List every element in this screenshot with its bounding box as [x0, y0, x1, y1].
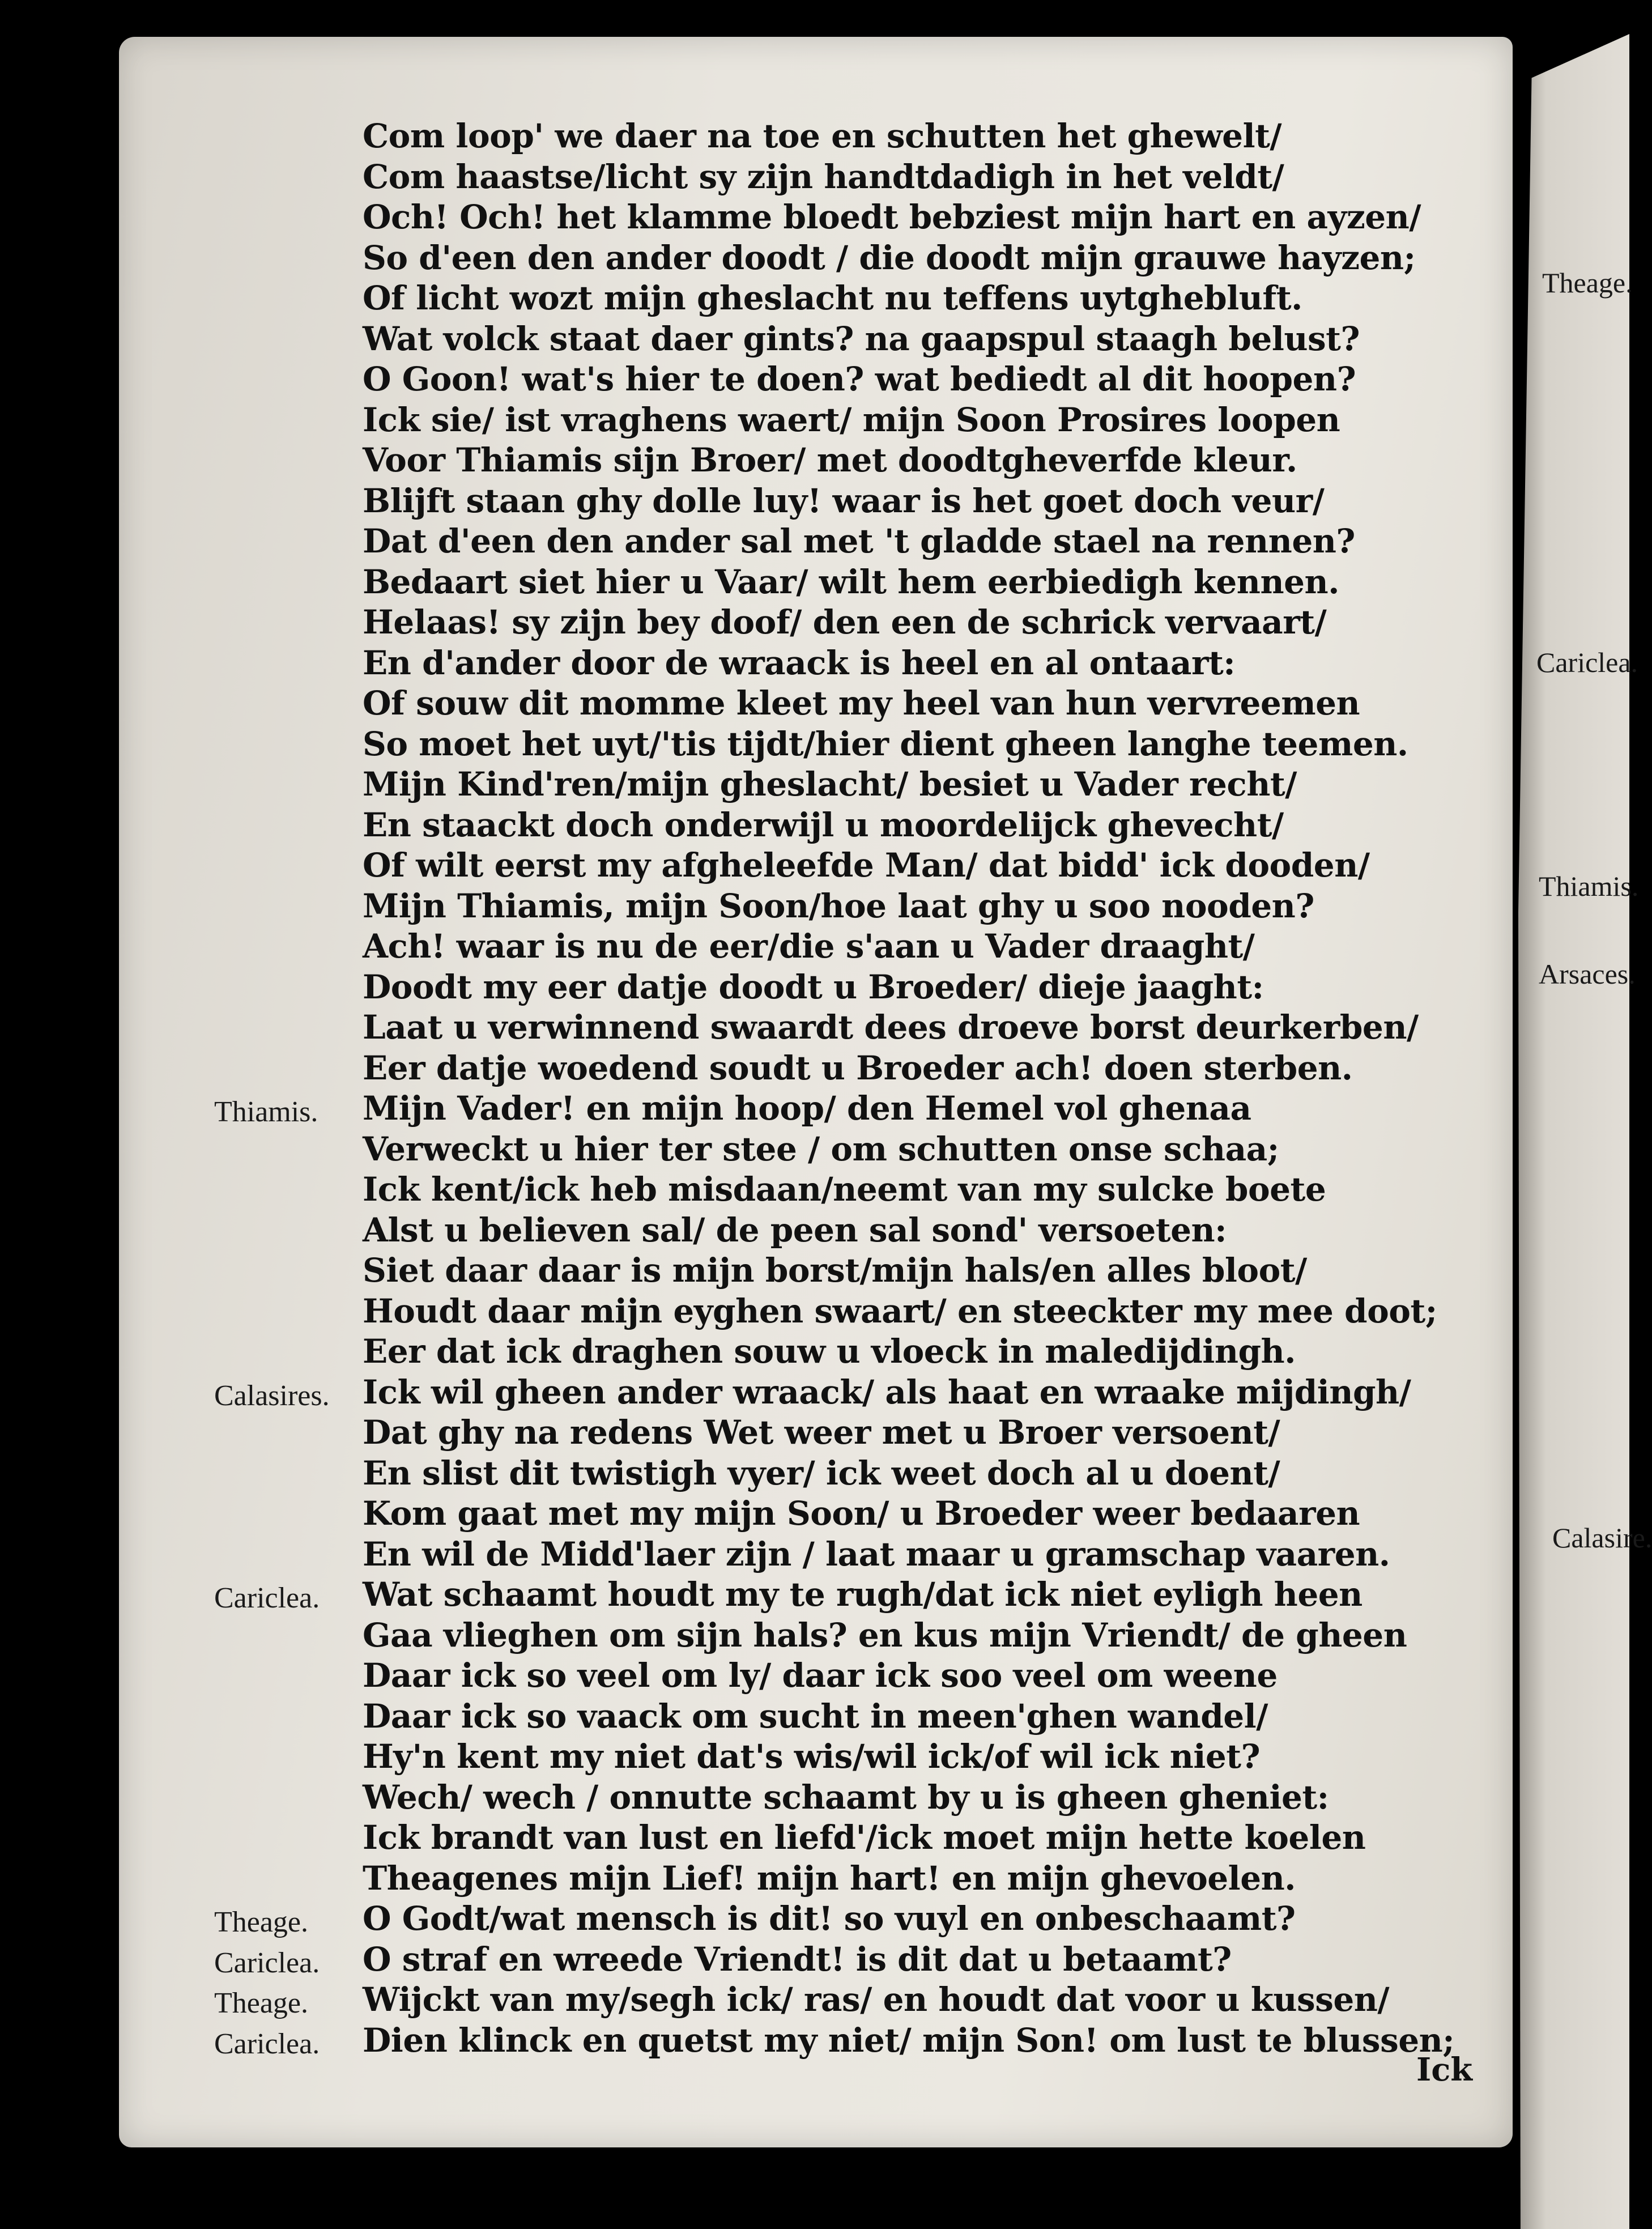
line-text: O Goon! wat's hier te doen? wat bediedt al dit hoopen? — [363, 360, 1356, 398]
verse-line — [363, 724, 1473, 765]
line-text: Daar ick so vaack om sucht in meen'ghen wandel/ — [363, 1696, 1268, 1735]
line-text: Doodt my eer datje doodt u Broeder/ dieje jaaght: — [363, 967, 1264, 1006]
line-text: Wijckt van my/segh ick/ ras/ en houdt dat voor u kussen/ — [363, 1980, 1390, 2019]
verse-line — [363, 643, 1473, 684]
line-text: Ick sie/ ist vraghens waert/ mijn Soon Prosires loopen — [363, 400, 1340, 439]
verse-line — [363, 1291, 1473, 1332]
verse-line — [363, 1737, 1473, 1777]
line-text: En staackt doch onderwijl u moordelijck ghevecht/ — [363, 805, 1284, 844]
line-text: Daar ick so veel om ly/ daar ick soo veel om weene — [363, 1656, 1278, 1695]
verse-line — [214, 1980, 1473, 2020]
line-text: Och! Och! het klamme bloedt bebziest mijn hart en ayzen/ — [363, 198, 1421, 236]
verse-line — [363, 1656, 1473, 1696]
verse-line — [363, 1858, 1473, 1899]
line-text: Ach! waar is nu de eer/die s'aan u Vader draaght/ — [363, 927, 1255, 965]
verse-line — [214, 1088, 1473, 1129]
verse-line — [363, 967, 1473, 1008]
verse-line — [363, 521, 1473, 562]
verse-line — [363, 1818, 1473, 1858]
line-text: So moet het uyt/'tis tijdt/hier dient gheen langhe teemen. — [363, 724, 1408, 763]
verse-line — [363, 1534, 1473, 1575]
verse-line — [363, 1332, 1473, 1372]
speaker-name: Cariclea. — [214, 2027, 320, 2060]
verse-line — [363, 683, 1473, 724]
verse-line — [363, 238, 1473, 279]
line-text: Ick kent/ick heb misdaan/neemt van my sulcke boete — [363, 1170, 1326, 1209]
verse-line — [363, 1169, 1473, 1210]
line-text: Dat ghy na redens Wet weer met u Broer versoent/ — [363, 1413, 1280, 1452]
line-text: Mijn Kind'ren/mijn gheslacht/ besiet u Vader recht/ — [363, 765, 1297, 803]
line-text: Eer datje woedend soudt u Broeder ach! doen sterben. — [363, 1048, 1353, 1087]
verse-line — [363, 1696, 1473, 1737]
line-text: Wat volck staat daer gints? na gaapspul staagh belust? — [363, 319, 1360, 358]
line-text: Verweckt u hier ter stee / om schutten onse schaa; — [363, 1129, 1279, 1168]
line-text: Dat d'een den ander sal met 't gladde stael na rennen? — [363, 522, 1355, 560]
line-text: Mijn Thiamis, mijn Soon/hoe laat ghy u soo nooden? — [363, 886, 1314, 925]
speaker-name: Calasires. — [214, 1379, 330, 1412]
verse-line — [363, 1129, 1473, 1170]
line-text: Kom gaat met my mijn Soon/ u Broeder weer bedaaren — [363, 1494, 1360, 1533]
verse-line — [363, 602, 1473, 643]
verse-line — [363, 359, 1473, 400]
line-text: Houdt daar mijn eyghen swaart/ en steeckter my mee doot; — [363, 1291, 1437, 1330]
line-text: En slist dit twistigh vyer/ ick weet doch al u doent/ — [363, 1453, 1280, 1492]
verse-line — [214, 1575, 1473, 1615]
speaker-name: Cariclea. — [214, 1582, 320, 1614]
verse-line — [363, 1048, 1473, 1089]
verse-line — [363, 157, 1473, 198]
line-text: Gaa vlieghen om sijn hals? en kus mijn Vriendt/ de gheen — [363, 1615, 1407, 1654]
verse-line — [363, 764, 1473, 805]
verse-line — [363, 1615, 1473, 1656]
speaker-name: Theage. — [214, 1906, 309, 1938]
line-text: Mijn Vader! en mijn hoop/ den Hemel vol ghenaa — [363, 1089, 1251, 1128]
line-text: O straf en wreede Vriendt! is dit dat u betaamt? — [363, 1939, 1232, 1979]
line-text: Of wilt eerst my afgheleefde Man/ dat bidd' ick dooden/ — [363, 846, 1370, 884]
line-text: Theagenes mijn Lief! mijn hart! en mijn ghevoelen. — [363, 1858, 1296, 1898]
verse-line — [363, 116, 1473, 157]
verse-line — [363, 562, 1473, 603]
line-text: Bedaart siet hier u Vaar/ wilt hem eerbiedigh kennen. — [363, 562, 1339, 601]
verse-line — [363, 278, 1473, 319]
verse-line — [363, 1494, 1473, 1534]
line-text: En d'ander door de wraack is heel en al ontaart: — [363, 643, 1236, 682]
line-text: Of licht wozt mijn gheslacht nu teffens uytghebluft. — [363, 279, 1302, 317]
line-text: Blijft staan ghy dolle luy! waar is het goet doch veur/ — [363, 481, 1325, 520]
verse-line — [363, 197, 1473, 238]
line-text: So d'een den ander doodt / die doodt mijn grauwe hayzen; — [363, 238, 1416, 277]
verse-line — [363, 400, 1473, 441]
speaker-name: Theage. — [214, 1987, 309, 2019]
line-text: Com haastse/licht sy zijn handtdadigh in het veldt/ — [363, 157, 1284, 196]
facing-page-note: Theage. — [1542, 267, 1633, 299]
verse-line — [363, 1007, 1473, 1048]
verse-line — [363, 1453, 1473, 1494]
line-text: Siet daar daar is mijn borst/mijn hals/en alles bloot/ — [363, 1251, 1307, 1290]
verse-line — [363, 926, 1473, 967]
line-text: Ick brandt van lust en liefd'/ick moet mijn hette koelen — [363, 1818, 1366, 1857]
line-text: O Godt/wat mensch is dit! so vuyl en onbeschaamt? — [363, 1899, 1296, 1938]
facing-page-note: Cariclea. — [1536, 646, 1638, 678]
line-text: Hy'n kent my niet dat's wis/wil ick/of wil ick niet? — [363, 1737, 1261, 1776]
verse-line — [363, 1210, 1473, 1251]
line-text: Dien klinck en quetst my niet/ mijn Son! om lust te blussen; — [363, 2020, 1455, 2060]
verse-line — [363, 1250, 1473, 1291]
line-text: Wech/ wech / onnutte schaamt by u is gheen gheniet: — [363, 1777, 1329, 1817]
verse-line — [214, 2020, 1473, 2061]
line-text: Of souw dit momme kleet my heel van hun vervreemen — [363, 684, 1360, 722]
line-text: Eer dat ick draghen souw u vloeck in maledijdingh. — [363, 1332, 1296, 1371]
facing-page-edge — [1518, 34, 1629, 2229]
verse-line — [363, 440, 1473, 481]
line-text: Ick wil gheen ander wraack/ als haat en wraake mijdingh/ — [363, 1372, 1411, 1411]
line-text: Laat u verwinnend swaardt dees droeve borst deurkerben/ — [363, 1008, 1419, 1047]
catchword: Ick — [1416, 2051, 1473, 2088]
verse-line — [363, 805, 1473, 846]
facing-page-note: Thiamis. — [1539, 870, 1639, 902]
verse-line — [363, 845, 1473, 886]
line-text: Helaas! sy zijn bey doof/ den een de schrick vervaart/ — [363, 603, 1327, 641]
verse-line — [363, 1413, 1473, 1453]
verse-line — [363, 886, 1473, 927]
speaker-name: Thiamis. — [214, 1096, 318, 1128]
verse-line — [363, 481, 1473, 522]
verse-line — [214, 1899, 1473, 1939]
speaker-name: Cariclea. — [214, 1946, 320, 1979]
line-text: Voor Thiamis sijn Broer/ met doodtgheverfde kleur. — [363, 441, 1297, 479]
verse-line — [363, 1777, 1473, 1818]
line-text: En wil de Midd'laer zijn / laat maar u gramschap vaaren. — [363, 1534, 1390, 1573]
facing-page-note: Arsaces. — [1539, 958, 1636, 990]
facing-page-note: Calasire. — [1552, 1522, 1652, 1554]
verse-line — [214, 1939, 1473, 1980]
verse-line — [214, 1372, 1473, 1413]
line-text: Com loop' we daer na toe en schutten het ghewelt/ — [363, 117, 1282, 155]
line-text: Wat schaamt houdt my te rugh/dat ick niet eyligh heen — [363, 1575, 1363, 1614]
verse-line — [363, 319, 1473, 360]
verse-text — [214, 116, 1473, 2061]
line-text: Alst u believen sal/ de peen sal sond' versoeten: — [363, 1210, 1227, 1249]
